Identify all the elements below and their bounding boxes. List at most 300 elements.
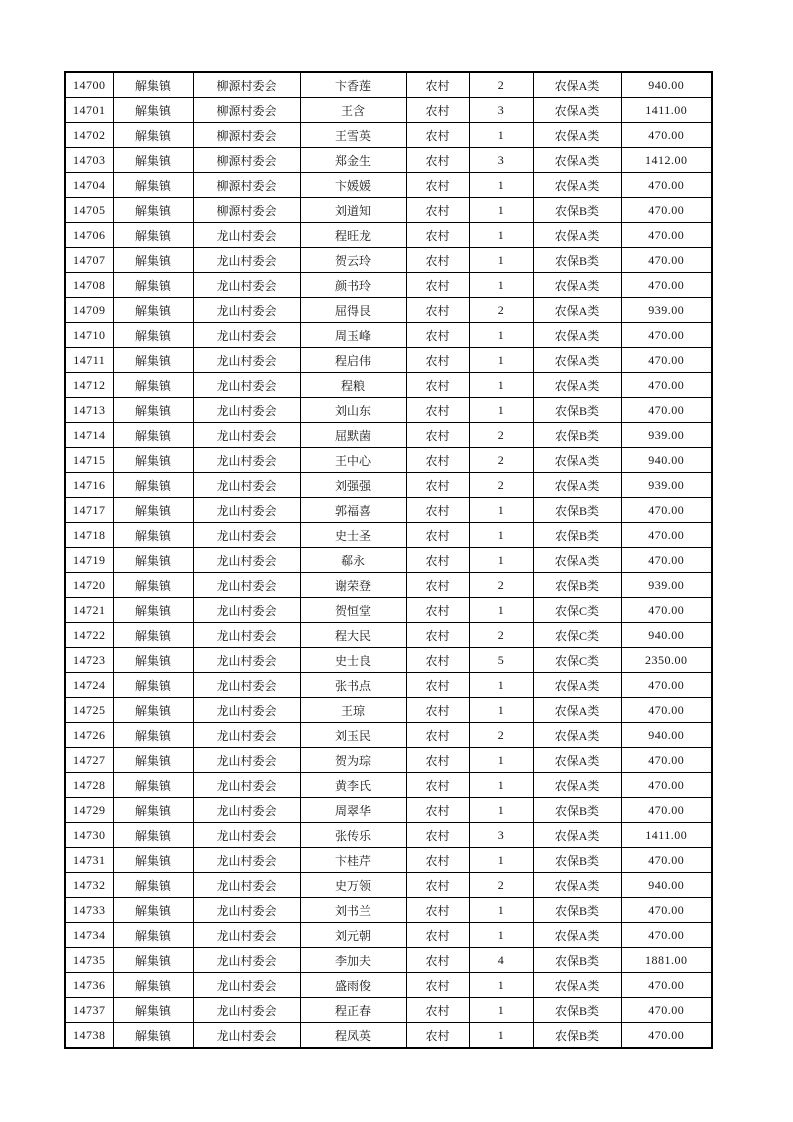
cell-category: 农村: [406, 948, 469, 973]
cell-insurance-class: 农保A类: [533, 823, 621, 848]
cell-serial-number: 14702: [65, 123, 113, 148]
cell-village-committee: 龙山村委会: [193, 923, 300, 948]
cell-person-name: 李加夫: [300, 948, 406, 973]
cell-town: 解集镇: [113, 173, 193, 198]
cell-serial-number: 14733: [65, 898, 113, 923]
cell-person-name: 史万领: [300, 873, 406, 898]
cell-person-name: 郭福喜: [300, 498, 406, 523]
table-row: [65, 623, 712, 648]
cell-amount: 470.00: [621, 698, 712, 723]
cell-person-count: 1: [469, 848, 533, 873]
cell-person-name: 颜书玲: [300, 273, 406, 298]
cell-person-count: 2: [469, 573, 533, 598]
cell-category: 农村: [406, 123, 469, 148]
cell-village-committee: 柳源村委会: [193, 72, 300, 98]
cell-town: 解集镇: [113, 223, 193, 248]
cell-town: 解集镇: [113, 748, 193, 773]
cell-insurance-class: 农保B类: [533, 498, 621, 523]
table-row: [65, 673, 712, 698]
cell-person-name: 程粮: [300, 373, 406, 398]
cell-town: 解集镇: [113, 573, 193, 598]
cell-village-committee: 龙山村委会: [193, 798, 300, 823]
cell-category: 农村: [406, 973, 469, 998]
table-row: [65, 1023, 712, 1049]
cell-person-count: 1: [469, 398, 533, 423]
cell-person-name: 屈得艮: [300, 298, 406, 323]
cell-village-committee: 龙山村委会: [193, 398, 300, 423]
cell-serial-number: 14731: [65, 848, 113, 873]
cell-village-committee: 龙山村委会: [193, 348, 300, 373]
cell-person-name: 程旺龙: [300, 223, 406, 248]
cell-insurance-class: 农保B类: [533, 1023, 621, 1049]
cell-serial-number: 14706: [65, 223, 113, 248]
cell-insurance-class: 农保A类: [533, 173, 621, 198]
cell-insurance-class: 农保B类: [533, 398, 621, 423]
cell-village-committee: 龙山村委会: [193, 598, 300, 623]
cell-person-count: 2: [469, 448, 533, 473]
cell-person-name: 谢荣登: [300, 573, 406, 598]
cell-person-name: 史士圣: [300, 523, 406, 548]
cell-amount: 470.00: [621, 848, 712, 873]
cell-serial-number: 14715: [65, 448, 113, 473]
cell-serial-number: 14710: [65, 323, 113, 348]
cell-village-committee: 柳源村委会: [193, 123, 300, 148]
cell-town: 解集镇: [113, 548, 193, 573]
table-row: [65, 123, 712, 148]
cell-person-name: 周翠华: [300, 798, 406, 823]
cell-category: 农村: [406, 573, 469, 598]
cell-town: 解集镇: [113, 648, 193, 673]
cell-insurance-class: 农保B类: [533, 998, 621, 1023]
cell-insurance-class: 农保A类: [533, 673, 621, 698]
cell-amount: 470.00: [621, 898, 712, 923]
cell-insurance-class: 农保A类: [533, 348, 621, 373]
cell-village-committee: 龙山村委会: [193, 723, 300, 748]
cell-person-name: 程凤英: [300, 1023, 406, 1049]
cell-person-name: 刘强强: [300, 473, 406, 498]
cell-person-name: 周玉峰: [300, 323, 406, 348]
cell-category: 农村: [406, 448, 469, 473]
cell-category: 农村: [406, 623, 469, 648]
table-row: [65, 973, 712, 998]
table-row: [65, 648, 712, 673]
cell-serial-number: 14722: [65, 623, 113, 648]
cell-serial-number: 14730: [65, 823, 113, 848]
cell-town: 解集镇: [113, 773, 193, 798]
cell-insurance-class: 农保A类: [533, 973, 621, 998]
cell-person-count: 1: [469, 973, 533, 998]
cell-person-name: 刘书兰: [300, 898, 406, 923]
cell-category: 农村: [406, 98, 469, 123]
cell-amount: 470.00: [621, 398, 712, 423]
cell-amount: 470.00: [621, 923, 712, 948]
cell-amount: 940.00: [621, 72, 712, 98]
table-row: [65, 498, 712, 523]
cell-amount: 1881.00: [621, 948, 712, 973]
cell-serial-number: 14704: [65, 173, 113, 198]
cell-serial-number: 14705: [65, 198, 113, 223]
cell-category: 农村: [406, 223, 469, 248]
cell-village-committee: 龙山村委会: [193, 448, 300, 473]
cell-village-committee: 柳源村委会: [193, 198, 300, 223]
cell-amount: 939.00: [621, 423, 712, 448]
cell-town: 解集镇: [113, 798, 193, 823]
cell-person-count: 1: [469, 998, 533, 1023]
cell-person-count: 3: [469, 98, 533, 123]
cell-village-committee: 龙山村委会: [193, 673, 300, 698]
table-row: [65, 298, 712, 323]
table-row: [65, 948, 712, 973]
table-row: [65, 848, 712, 873]
cell-village-committee: 龙山村委会: [193, 248, 300, 273]
cell-insurance-class: 农保B类: [533, 798, 621, 823]
cell-insurance-class: 农保A类: [533, 298, 621, 323]
cell-village-committee: 龙山村委会: [193, 498, 300, 523]
cell-serial-number: 14719: [65, 548, 113, 573]
cell-insurance-class: 农保B类: [533, 523, 621, 548]
cell-town: 解集镇: [113, 948, 193, 973]
cell-amount: 470.00: [621, 248, 712, 273]
table-row: [65, 873, 712, 898]
cell-person-count: 1: [469, 673, 533, 698]
table-row: [65, 273, 712, 298]
cell-village-committee: 龙山村委会: [193, 648, 300, 673]
cell-amount: 470.00: [621, 223, 712, 248]
cell-village-committee: 柳源村委会: [193, 98, 300, 123]
cell-serial-number: 14734: [65, 923, 113, 948]
cell-village-committee: 龙山村委会: [193, 823, 300, 848]
cell-town: 解集镇: [113, 673, 193, 698]
cell-serial-number: 14709: [65, 298, 113, 323]
cell-category: 农村: [406, 198, 469, 223]
cell-village-committee: 柳源村委会: [193, 173, 300, 198]
cell-town: 解集镇: [113, 973, 193, 998]
cell-town: 解集镇: [113, 873, 193, 898]
cell-person-count: 1: [469, 198, 533, 223]
table-body: [65, 72, 712, 1048]
cell-serial-number: 14729: [65, 798, 113, 823]
cell-person-count: 2: [469, 873, 533, 898]
table-row: [65, 798, 712, 823]
cell-village-committee: 龙山村委会: [193, 773, 300, 798]
cell-person-count: 2: [469, 473, 533, 498]
cell-insurance-class: 农保A类: [533, 273, 621, 298]
cell-town: 解集镇: [113, 473, 193, 498]
cell-amount: 470.00: [621, 973, 712, 998]
cell-town: 解集镇: [113, 348, 193, 373]
cell-village-committee: 龙山村委会: [193, 698, 300, 723]
cell-village-committee: 龙山村委会: [193, 323, 300, 348]
cell-village-committee: 龙山村委会: [193, 573, 300, 598]
cell-category: 农村: [406, 523, 469, 548]
cell-insurance-class: 农保C类: [533, 623, 621, 648]
cell-person-name: 史士良: [300, 648, 406, 673]
cell-person-count: 1: [469, 523, 533, 548]
cell-category: 农村: [406, 373, 469, 398]
cell-category: 农村: [406, 873, 469, 898]
cell-insurance-class: 农保A类: [533, 148, 621, 173]
cell-town: 解集镇: [113, 523, 193, 548]
cell-amount: 470.00: [621, 773, 712, 798]
cell-person-count: 1: [469, 173, 533, 198]
cell-town: 解集镇: [113, 398, 193, 423]
cell-category: 农村: [406, 898, 469, 923]
cell-amount: 470.00: [621, 1023, 712, 1049]
cell-serial-number: 14737: [65, 998, 113, 1023]
cell-person-count: 3: [469, 148, 533, 173]
cell-village-committee: 龙山村委会: [193, 873, 300, 898]
cell-category: 农村: [406, 998, 469, 1023]
cell-person-count: 3: [469, 823, 533, 848]
cell-person-count: 1: [469, 773, 533, 798]
cell-category: 农村: [406, 323, 469, 348]
cell-person-count: 1: [469, 373, 533, 398]
cell-category: 农村: [406, 923, 469, 948]
cell-village-committee: 龙山村委会: [193, 298, 300, 323]
cell-category: 农村: [406, 248, 469, 273]
cell-town: 解集镇: [113, 723, 193, 748]
cell-person-count: 1: [469, 923, 533, 948]
cell-serial-number: 14732: [65, 873, 113, 898]
cell-town: 解集镇: [113, 323, 193, 348]
cell-category: 农村: [406, 423, 469, 448]
cell-person-name: 黄李氏: [300, 773, 406, 798]
cell-category: 农村: [406, 773, 469, 798]
cell-person-count: 2: [469, 423, 533, 448]
cell-town: 解集镇: [113, 623, 193, 648]
table-row: [65, 898, 712, 923]
cell-person-name: 刘山东: [300, 398, 406, 423]
cell-person-name: 贺恒堂: [300, 598, 406, 623]
cell-serial-number: 14723: [65, 648, 113, 673]
cell-insurance-class: 农保A类: [533, 373, 621, 398]
cell-insurance-class: 农保B类: [533, 423, 621, 448]
cell-village-committee: 龙山村委会: [193, 973, 300, 998]
cell-serial-number: 14711: [65, 348, 113, 373]
cell-person-name: 张传乐: [300, 823, 406, 848]
cell-category: 农村: [406, 173, 469, 198]
cell-amount: 470.00: [621, 548, 712, 573]
cell-serial-number: 14713: [65, 398, 113, 423]
table-row: [65, 823, 712, 848]
cell-category: 农村: [406, 398, 469, 423]
cell-person-count: 1: [469, 123, 533, 148]
cell-amount: 940.00: [621, 723, 712, 748]
cell-serial-number: 14708: [65, 273, 113, 298]
cell-person-name: 王雪英: [300, 123, 406, 148]
cell-village-committee: 龙山村委会: [193, 898, 300, 923]
cell-serial-number: 14703: [65, 148, 113, 173]
cell-category: 农村: [406, 748, 469, 773]
cell-serial-number: 14728: [65, 773, 113, 798]
benefit-roster-table: [64, 71, 713, 1049]
cell-insurance-class: 农保A类: [533, 72, 621, 98]
cell-serial-number: 14720: [65, 573, 113, 598]
cell-person-count: 1: [469, 498, 533, 523]
table-row: [65, 373, 712, 398]
cell-amount: 939.00: [621, 298, 712, 323]
cell-serial-number: 14727: [65, 748, 113, 773]
cell-person-name: 贺为琮: [300, 748, 406, 773]
cell-person-name: 卞媛媛: [300, 173, 406, 198]
cell-amount: 1412.00: [621, 148, 712, 173]
cell-amount: 470.00: [621, 173, 712, 198]
cell-town: 解集镇: [113, 598, 193, 623]
cell-amount: 2350.00: [621, 648, 712, 673]
table-row: [65, 723, 712, 748]
cell-category: 农村: [406, 798, 469, 823]
table-row: [65, 248, 712, 273]
cell-amount: 940.00: [621, 873, 712, 898]
cell-village-committee: 龙山村委会: [193, 998, 300, 1023]
cell-town: 解集镇: [113, 98, 193, 123]
table-row: [65, 423, 712, 448]
table-row: [65, 148, 712, 173]
cell-amount: 470.00: [621, 198, 712, 223]
cell-amount: 470.00: [621, 373, 712, 398]
table-row: [65, 223, 712, 248]
cell-village-committee: 柳源村委会: [193, 148, 300, 173]
cell-category: 农村: [406, 273, 469, 298]
cell-person-count: 1: [469, 598, 533, 623]
cell-town: 解集镇: [113, 273, 193, 298]
cell-person-name: 贺云玲: [300, 248, 406, 273]
cell-person-count: 5: [469, 648, 533, 673]
cell-serial-number: 14738: [65, 1023, 113, 1049]
cell-person-count: 1: [469, 698, 533, 723]
cell-insurance-class: 农保B类: [533, 198, 621, 223]
table-row: [65, 548, 712, 573]
cell-amount: 470.00: [621, 348, 712, 373]
cell-serial-number: 14721: [65, 598, 113, 623]
cell-village-committee: 龙山村委会: [193, 473, 300, 498]
cell-village-committee: 龙山村委会: [193, 623, 300, 648]
cell-category: 农村: [406, 473, 469, 498]
table-row: [65, 323, 712, 348]
cell-insurance-class: 农保A类: [533, 323, 621, 348]
cell-category: 农村: [406, 72, 469, 98]
cell-category: 农村: [406, 823, 469, 848]
table-row: [65, 523, 712, 548]
cell-insurance-class: 农保A类: [533, 123, 621, 148]
table-row: [65, 72, 712, 98]
cell-village-committee: 龙山村委会: [193, 273, 300, 298]
cell-town: 解集镇: [113, 1023, 193, 1049]
cell-person-name: 郗永: [300, 548, 406, 573]
cell-person-name: 程大民: [300, 623, 406, 648]
cell-person-name: 刘玉民: [300, 723, 406, 748]
cell-amount: 1411.00: [621, 823, 712, 848]
table-row: [65, 598, 712, 623]
cell-category: 农村: [406, 648, 469, 673]
cell-village-committee: 龙山村委会: [193, 848, 300, 873]
cell-person-name: 张书点: [300, 673, 406, 698]
cell-insurance-class: 农保B类: [533, 898, 621, 923]
cell-person-count: 2: [469, 72, 533, 98]
cell-amount: 470.00: [621, 748, 712, 773]
cell-serial-number: 14712: [65, 373, 113, 398]
cell-amount: 939.00: [621, 473, 712, 498]
cell-category: 农村: [406, 298, 469, 323]
cell-village-committee: 龙山村委会: [193, 423, 300, 448]
cell-village-committee: 龙山村委会: [193, 948, 300, 973]
cell-town: 解集镇: [113, 373, 193, 398]
cell-insurance-class: 农保A类: [533, 923, 621, 948]
cell-person-name: 刘元朝: [300, 923, 406, 948]
cell-amount: 470.00: [621, 123, 712, 148]
cell-insurance-class: 农保C类: [533, 648, 621, 673]
cell-amount: 940.00: [621, 448, 712, 473]
cell-town: 解集镇: [113, 698, 193, 723]
cell-town: 解集镇: [113, 248, 193, 273]
cell-insurance-class: 农保A类: [533, 98, 621, 123]
cell-town: 解集镇: [113, 898, 193, 923]
cell-category: 农村: [406, 498, 469, 523]
cell-town: 解集镇: [113, 148, 193, 173]
table-row: [65, 173, 712, 198]
cell-amount: 470.00: [621, 798, 712, 823]
cell-person-count: 1: [469, 798, 533, 823]
cell-category: 农村: [406, 698, 469, 723]
cell-village-committee: 龙山村委会: [193, 548, 300, 573]
cell-village-committee: 龙山村委会: [193, 373, 300, 398]
cell-amount: 470.00: [621, 523, 712, 548]
cell-person-name: 王琼: [300, 698, 406, 723]
cell-serial-number: 14736: [65, 973, 113, 998]
cell-category: 农村: [406, 148, 469, 173]
cell-insurance-class: 农保C类: [533, 598, 621, 623]
cell-insurance-class: 农保A类: [533, 698, 621, 723]
cell-serial-number: 14717: [65, 498, 113, 523]
cell-category: 农村: [406, 673, 469, 698]
cell-category: 农村: [406, 723, 469, 748]
cell-person-name: 郑金生: [300, 148, 406, 173]
cell-person-name: 卞桂芹: [300, 848, 406, 873]
cell-insurance-class: 农保B类: [533, 248, 621, 273]
cell-village-committee: 龙山村委会: [193, 1023, 300, 1049]
cell-town: 解集镇: [113, 823, 193, 848]
cell-serial-number: 14701: [65, 98, 113, 123]
cell-person-count: 1: [469, 898, 533, 923]
table-row: [65, 573, 712, 598]
cell-village-committee: 龙山村委会: [193, 223, 300, 248]
cell-person-count: 1: [469, 273, 533, 298]
cell-category: 农村: [406, 348, 469, 373]
cell-insurance-class: 农保B类: [533, 948, 621, 973]
cell-insurance-class: 农保A类: [533, 773, 621, 798]
cell-insurance-class: 农保A类: [533, 873, 621, 898]
cell-serial-number: 14716: [65, 473, 113, 498]
table-row: [65, 923, 712, 948]
cell-person-count: 4: [469, 948, 533, 973]
cell-serial-number: 14700: [65, 72, 113, 98]
cell-village-committee: 龙山村委会: [193, 523, 300, 548]
cell-serial-number: 14735: [65, 948, 113, 973]
cell-person-name: 王中心: [300, 448, 406, 473]
cell-person-count: 1: [469, 348, 533, 373]
cell-amount: 470.00: [621, 673, 712, 698]
cell-category: 农村: [406, 848, 469, 873]
cell-serial-number: 14718: [65, 523, 113, 548]
table-row: [65, 398, 712, 423]
cell-serial-number: 14725: [65, 698, 113, 723]
cell-insurance-class: 农保A类: [533, 748, 621, 773]
cell-town: 解集镇: [113, 448, 193, 473]
cell-insurance-class: 农保B类: [533, 848, 621, 873]
cell-person-count: 1: [469, 223, 533, 248]
cell-category: 农村: [406, 548, 469, 573]
cell-serial-number: 14726: [65, 723, 113, 748]
